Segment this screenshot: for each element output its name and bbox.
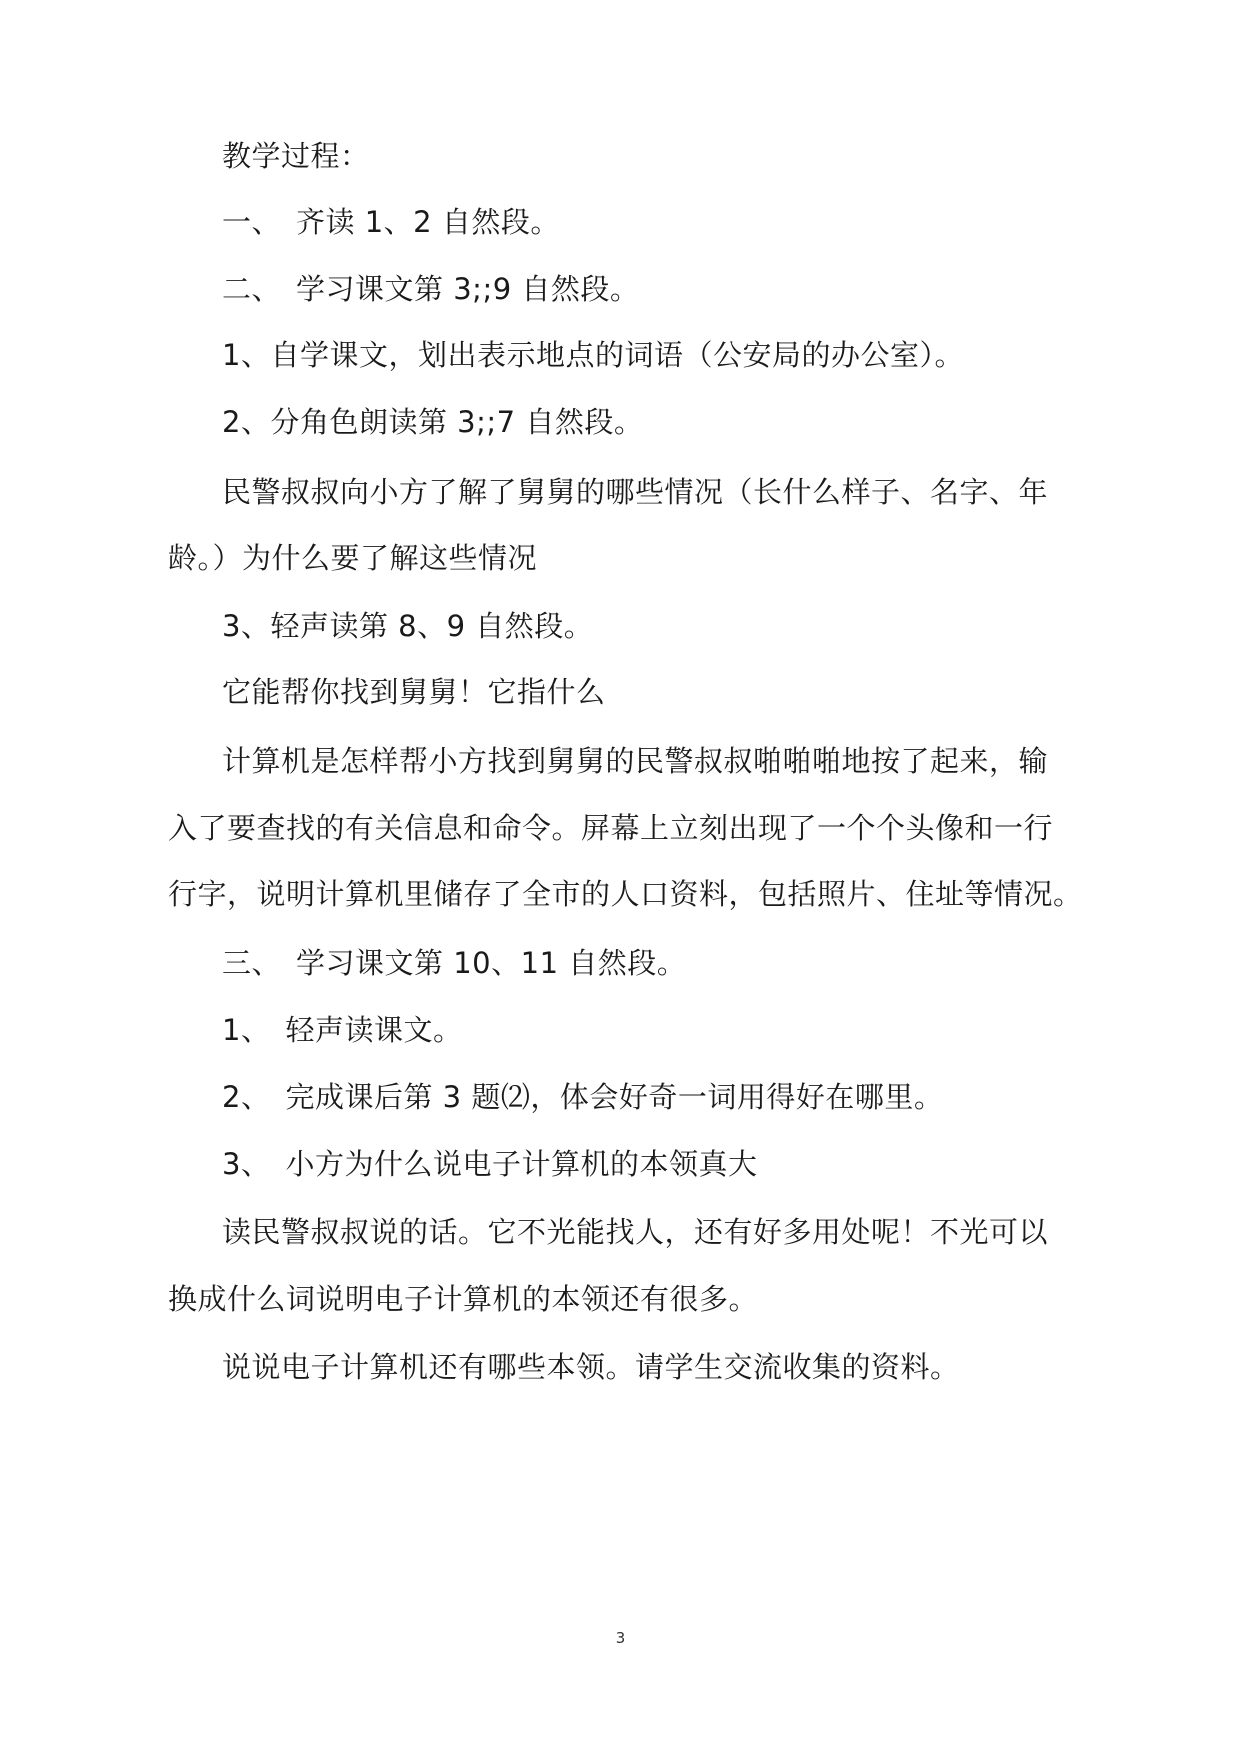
paragraph-line: 它能帮你找到舅舅！它指什么: [222, 675, 606, 709]
paragraph-line: 龄。）为什么要了解这些情况: [168, 541, 538, 575]
substep-line: 3、 小方为什么说电子计算机的本领真大: [222, 1147, 758, 1181]
paragraph-line: 计算机是怎样帮小方找到舅舅的民警叔叔啪啪啪地按了起来，输: [222, 744, 1049, 778]
paragraph-line: 民警叔叔向小方了解了舅舅的哪些情况（长什么样子、名字、年: [222, 475, 1049, 509]
paragraph-line: 换成什么词说明电子计算机的本领还有很多。: [168, 1282, 759, 1316]
substep-line: 3、轻声读第 8、9 自然段。: [222, 609, 594, 643]
paragraph-line: 读民警叔叔说的话。它不光能找人，还有好多用处呢！不光可以: [222, 1215, 1049, 1249]
step-two-line: 二、 学习课文第 3;;9 自然段。: [222, 272, 640, 306]
page-number: 3: [615, 1629, 626, 1647]
substep-line: 1、 轻声读课文。: [222, 1013, 463, 1047]
step-one-line: 一、 齐读 1、2 自然段。: [222, 205, 560, 239]
step-three-line: 三、 学习课文第 10、11 自然段。: [222, 946, 687, 980]
paragraph-line: 入了要查找的有关信息和命令。屏幕上立刻出现了一个个头像和一行: [168, 811, 1054, 845]
substep-line: 1、自学课文，划出表示地点的词语（公安局的办公室）。: [222, 338, 964, 372]
substep-line: 2、 完成课后第 3 题⑵，体会好奇一词用得好在哪里。: [222, 1080, 944, 1114]
section-heading-teaching-process: 教学过程：: [222, 139, 370, 173]
paragraph-line: 说说电子计算机还有哪些本领。请学生交流收集的资料。: [222, 1350, 960, 1384]
substep-line: 2、分角色朗读第 3;;7 自然段。: [222, 405, 644, 439]
paragraph-line: 行字，说明计算机里储存了全市的人口资料，包括照片、住址等情况。: [168, 877, 1083, 911]
